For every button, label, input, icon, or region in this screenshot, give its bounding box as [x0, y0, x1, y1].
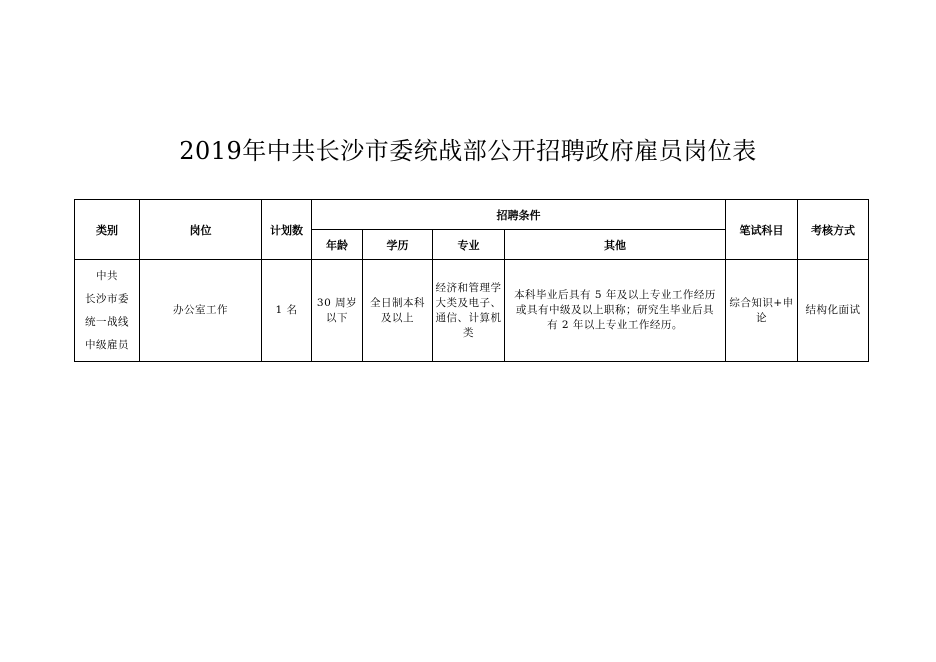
cell-planned-count: 1 名 — [262, 260, 312, 362]
category-line: 中共 — [96, 269, 118, 282]
cell-assessment: 结构化面试 — [798, 260, 869, 362]
document-title: 2019年中共长沙市委统战部公开招聘政府雇员岗位表 — [179, 137, 757, 165]
header-major: 专业 — [433, 230, 505, 260]
header-assessment: 考核方式 — [798, 200, 869, 260]
header-education: 学历 — [363, 230, 433, 260]
header-position: 岗位 — [140, 200, 262, 260]
category-line: 中级雇员 — [85, 338, 129, 351]
header-requirements: 招聘条件 — [312, 200, 726, 230]
category-line: 统一战线 — [85, 315, 129, 328]
cell-major: 经济和管理学大类及电子、通信、计算机类 — [433, 260, 505, 362]
cell-position: 办公室工作 — [140, 260, 262, 362]
table-row — [75, 260, 869, 362]
header-age: 年龄 — [312, 230, 363, 260]
cell-other: 本科毕业后具有 5 年及以上专业工作经历或具有中级及以上职称；研究生毕业后具有 2 年以上专业工作经历。 — [505, 260, 726, 362]
cell-age: 30 周岁以下 — [312, 260, 363, 362]
header-planned-count: 计划数 — [262, 200, 312, 260]
category-line: 长沙市委 — [85, 292, 129, 305]
header-other: 其他 — [505, 230, 726, 260]
cell-category — [75, 260, 140, 362]
header-category: 类别 — [75, 200, 140, 260]
cell-written-subject: 综合知识+申论 — [726, 260, 798, 362]
cell-education: 全日制本科及以上 — [363, 260, 433, 362]
header-row-primary — [75, 200, 869, 230]
header-written-subject: 笔试科目 — [726, 200, 798, 260]
recruitment-positions-table — [74, 199, 869, 362]
